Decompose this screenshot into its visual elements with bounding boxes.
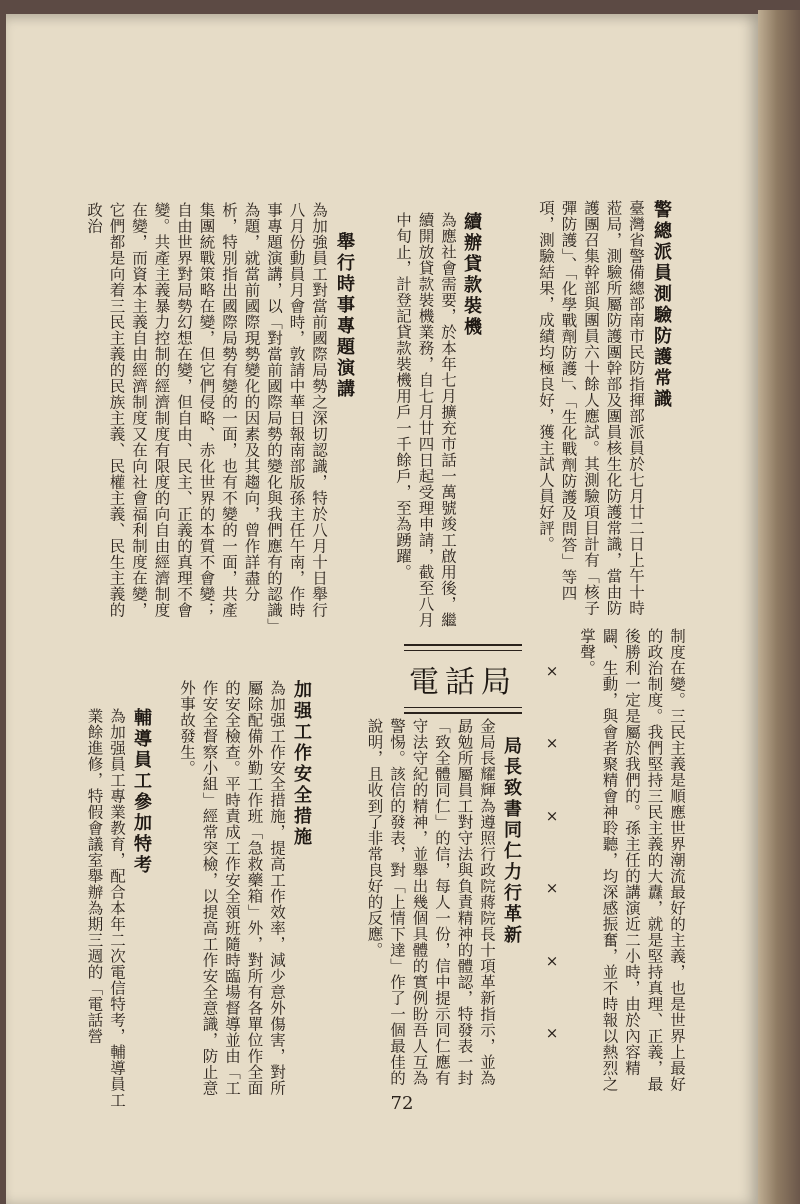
page-number: 72 [390, 1093, 414, 1114]
paragraph: 制度在變。三民主義是順應世界潮流最好的主義，也是世界上最好的政治制度。我們堅持三民主義的大纛，就是堅持真理、正義，最後勝利一定是屬於我們的。孫主任的講演近二小時，由於內容精闢、生動，與會者聚精會神聆聽，均深感振奮，並不時報以熱烈之掌聲。 [578, 628, 686, 1092]
heading-letter: 局長致書同仁力行革新 [501, 736, 522, 946]
text-lecture [62, 202, 330, 628]
column-title: 電話局 [409, 665, 517, 700]
separator-mark: × [545, 951, 559, 970]
section-separator [540, 662, 564, 1042]
text-lecture-continued [564, 628, 688, 1098]
paragraph: 為加强員工專業教育，配合本年二次電信特考，輔導員工業餘進修，特假會議室舉辦為期三週的「電話營 [85, 708, 126, 1108]
text-guard-drill [499, 200, 647, 630]
separator-mark: × [545, 734, 559, 753]
book-spine-edge [758, 10, 800, 1204]
column-title-box [404, 644, 522, 714]
text-loan [369, 212, 459, 630]
separator-mark: × [545, 879, 559, 898]
paragraph: 為應社會需要，於本年七月擴充市話一萬號竣工啟用後，繼續開放貸款裝機業務，自七月廿四日起受理申請，截至八月中旬止，計登記貸款裝機用戶一千餘戶，至為踴躍。 [394, 212, 457, 628]
heading-loan: 續辦貸款裝機 [461, 212, 482, 338]
separator-mark: × [545, 806, 559, 825]
text-exam [62, 708, 128, 1108]
document-page [6, 14, 758, 1204]
heading-lecture: 舉行時事專題演講 [334, 232, 355, 400]
paragraph: 臺灣省警備總部南市民防指揮部派員於七月廿二日上午十時蒞局，測驗所屬防護團幹部及團員核生化防護常識，當由防護團召集幹部與團員六十餘人應試。其測驗項目計有「核子彈防護」、「化學戰劑防護」、「生化戰劑防護及問答」等四項，測驗結果，成績均極良好，獲主試人員好評。 [537, 200, 645, 616]
paragraph: 金局長耀輝為遵照行政院蔣院長十項革新指示，並為勗勉所屬員工對守法與負責精神的體認，特發表一封「致全體同仁」的信，每人一份，信中提示同仁應有守法守紀的精神，並舉出幾個具體的實例盼吾人互為警惕。該信的發表，對「上情下達」作了一個最佳的說明，且收到了非常良好的反應。 [365, 718, 496, 1086]
separator-mark: × [545, 662, 559, 680]
paragraph: 為加强工作安全措施，提高工作效率，減少意外傷害，對所屬除配備外勤工作班「急救藥箱」外，對所有各單位作全面的安全檢查。平時責成工作安全領班隨時臨場督導並由「工作安全督察小組」經常突檢，以提高工作安全意識，防止意外事故發生。 [178, 680, 286, 1096]
paragraph: 為加強員工對當前國際局勢之深切認識，特於八月十日舉行八月份動員月會時，敦請中華日報南部版孫主任午南，作時事專題演講，以「對當前國際局勢的變化與我們應有的認識」為題，就當前國際現勢變化的因素及其趨向，曾作詳盡分析，特別指出國際局勢有變的一面，也有不變的一面，共產集團統戰策略在變，但它們侵略、赤化世界的本質不會變；自由世界對局勢幻想在變，但自由、民主、正義的真理不會變。共產主義暴力控制的經濟制度有限度的向自由經濟制度在變，而資本主義自由經濟制度又在向社會福利制度在變，它們都是向着三民主義的民族主義、民權主義、民生主義的政治 [85, 202, 328, 627]
text-letter [312, 718, 498, 1098]
heading-safety: 加强工作安全措施 [291, 680, 312, 848]
separator-mark: × [545, 1023, 559, 1042]
heading-exam: 輔導員工參加特考 [131, 708, 152, 876]
heading-guard-drill: 警總派員測驗防護常識 [651, 200, 672, 410]
text-safety [166, 680, 288, 1098]
